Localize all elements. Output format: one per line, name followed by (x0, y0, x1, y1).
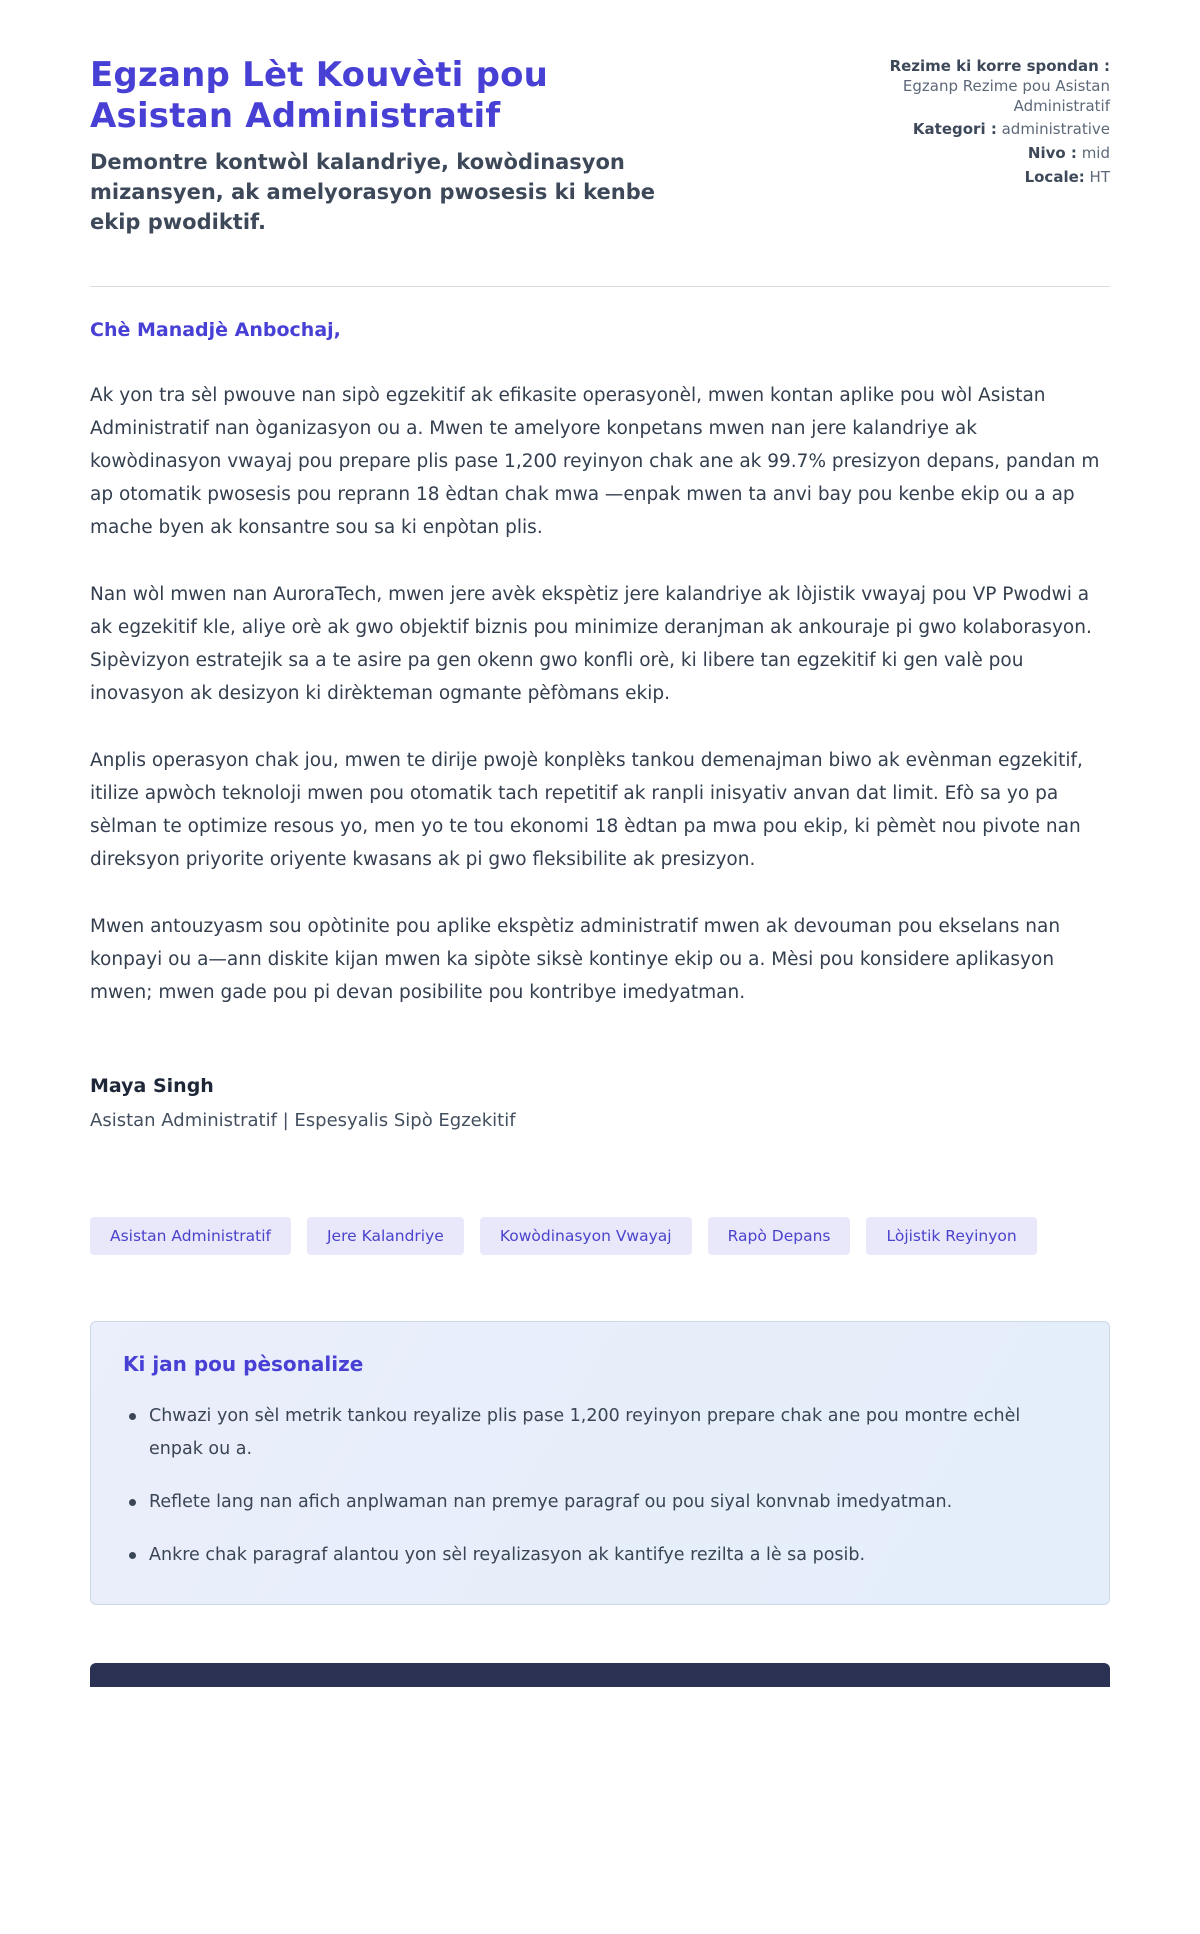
meta-locale-value: HT (1089, 167, 1110, 186)
tag-pill[interactable]: Lòjistik Reyinyon (866, 1217, 1036, 1255)
header-divider (90, 286, 1110, 287)
meta-locale-label: Locale: (1024, 167, 1085, 186)
letter-paragraph: Mwen antouzyasm sou opòtinite pou aplike ekspètiz administratif mwen ak devouman pou ekselans nan konpayi ou a—ann diskite kijan mwen ka sipòte siksè kontinye ekip ou a. Mèsi pou konsidere aplikasyon mwen; mwen gade pou pi devan posibilite pou kontribye imedyatman. (90, 915, 1061, 1003)
meta-row-locale (888, 168, 1110, 188)
letter-body (90, 319, 1110, 1131)
page-title: Egzanp Lèt Kouvèti pou Asistan Administratif (90, 55, 549, 136)
tag-list (90, 1217, 1110, 1255)
letter-greeting: Chè Manadjè Anbochaj, (90, 318, 341, 341)
letter-paragraph: Ak yon tra sèl pwouve nan sipò egzekitif ak efikasite operasyonèl, mwen kontan aplike pou wòl Asistan Administratif nan òganizasyon ou a. Mwen te amelyore konpetans mwen nan jere kalandriye ak kowòdinasyon vwayaj pou prepare plis pase 1,200 reyinyon chak ane ak 99.7% presizyon depans, pandan m ap otomatik pwosesis pou reprann 18 èdtan chak mwa —enpak mwen ta anvi bay pou kenbe ekip ou a ap mache byen ak konsantre sou sa ki enpòtan plis. (90, 384, 1100, 538)
callout-title: Ki jan pou pèsonalize (123, 1351, 364, 1376)
tag-pill[interactable]: Kowòdinasyon Vwayaj (480, 1217, 692, 1255)
signature-role: Asistan Administratif | Espesyalis Sipò Egzekitif (90, 1109, 516, 1131)
signature-name: Maya Singh (90, 1074, 214, 1097)
meta-row-resume (888, 57, 1110, 116)
meta-category-label: Kategori : (912, 120, 997, 139)
page-header (90, 55, 1110, 238)
footer-bar (90, 1663, 1110, 1687)
page-subtitle: Demontre kontwòl kalandriye, kowòdinasyon mizansyen, ak amelyorasyon pwosesis ki kenbe ekip pwodiktif. (90, 149, 656, 235)
page (90, 0, 1110, 1687)
meta-resume-value[interactable]: Egzanp Rezime pou Asistan Administratif (902, 76, 1110, 115)
meta-category-value: administrative (1001, 120, 1110, 139)
letter-paragraph: Nan wòl mwen nan AuroraTech, mwen jere avèk ekspètiz jere kalandriye ak lòjistik vwayaj pou VP Pwodwi a ak egzekitif kle, aliye orè ak gwo objektif biznis pou minimize deranjman ak ankouraje pi gwo kolaborasyon. Sipèvizyon estratejik sa a te asire pa gen okenn gwo konfli orè, ki libere tan egzekitif ki gen valè pou inovasyon ak desizyon ki dirèkteman ogmante pèfòmans ekip. (90, 583, 1092, 704)
meta-level-value: mid (1081, 144, 1110, 163)
callout-bullet-list (123, 1400, 1077, 1572)
callout-bullet: Chwazi yon sèl metrik tankou reyalize plis pase 1,200 reyinyon prepare chak ane pou montre echèl enpak ou a. (123, 1400, 1077, 1466)
meta-row-category (888, 120, 1110, 140)
meta-row-level (888, 144, 1110, 164)
personalize-callout (90, 1321, 1110, 1605)
tag-pill[interactable]: Asistan Administratif (90, 1217, 291, 1255)
meta-resume-label: Rezime ki korre spondan : (889, 57, 1110, 75)
callout-bullet: Reflete lang nan afich anplwaman nan premye paragraf ou pou siyal konvnab imedyatman. (123, 1486, 1077, 1519)
callout-bullet: Ankre chak paragraf alantou yon sèl reyalizasyon ak kantifye rezilta a lè sa posib. (123, 1539, 1077, 1572)
tag-pill[interactable]: Rapò Depans (708, 1217, 851, 1255)
letter-paragraphs (90, 379, 1110, 1009)
letter-paragraph: Anplis operasyon chak jou, mwen te dirije pwojè konplèks tankou demenajman biwo ak evènman egzekitif, itilize apwòch teknoloji mwen pou otomatik tach repetitif ak ranpli inisyativ anvan dat limit. Efò sa yo pa sèlman te optimize resous yo, men yo te tou ekonomi 18 èdtan pa mwa pou ekip, ki pèmèt nou pivote nan direksyon priyorite oriyente kwasans ak pi gwo fleksibilite ak presizyon. (90, 749, 1083, 870)
title-block (90, 55, 662, 238)
meta-level-label: Nivo : (1027, 144, 1077, 163)
meta-panel (888, 55, 1110, 192)
tag-pill[interactable]: Jere Kalandriye (307, 1217, 464, 1255)
